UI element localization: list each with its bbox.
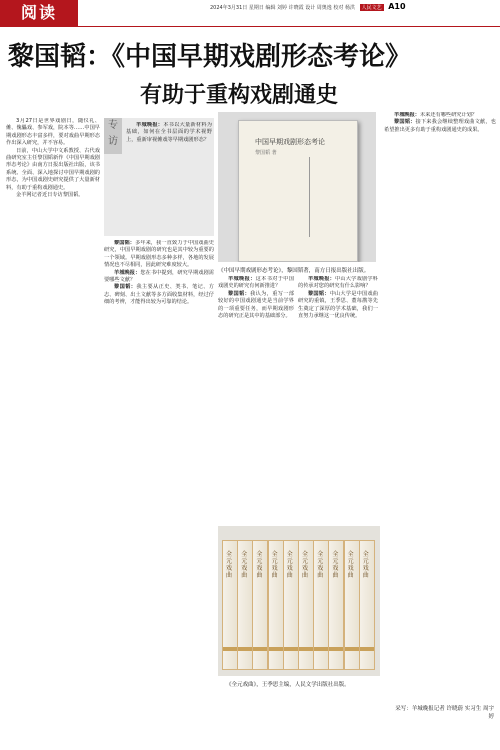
answer-label: 黎国韬： [228, 290, 251, 297]
question-label: 羊城晚报： [136, 122, 164, 128]
answer-label: 黎国韬： [394, 119, 416, 126]
spine-title: 全元戏曲 [241, 551, 248, 579]
intro-label: 专访 [104, 118, 122, 154]
spine-band [329, 647, 343, 651]
question-label: 羊城晚报： [114, 269, 141, 276]
page-number: A10 [388, 2, 406, 11]
book-spine [268, 540, 284, 670]
qa-item [126, 122, 212, 144]
set-caption: 《全元戏曲》，王季思主编，人民文学出版社出版。 [226, 682, 350, 688]
question-label: 羊城晚报： [228, 276, 256, 282]
book-spine [222, 540, 238, 670]
column-1 [6, 118, 100, 718]
byline: 采写：羊城晚报记者 许晓蔚 实习生 周宇婷 [395, 706, 494, 720]
spine-title: 全元戏曲 [347, 551, 354, 579]
column-5 [384, 112, 496, 697]
question-label: 羊城晚报： [394, 112, 420, 118]
spine-title: 全元戏曲 [271, 551, 278, 579]
question-label: 羊城晚报： [308, 276, 335, 282]
answer-text: 多年来，我一直致力于中国戏曲史研究，中国早期戏剧的研究也是其中较为重要的一个领域。早期戏剧形态多种多样，各地的发展情况也不尽相同，因此研究难度较大。 [104, 240, 214, 269]
spine-title: 全元戏曲 [302, 551, 309, 579]
book-spine [283, 540, 299, 670]
book-set-photo [218, 526, 380, 676]
answer-label: 黎国韬： [114, 240, 136, 246]
qa-item [298, 276, 378, 291]
header-rule [0, 26, 500, 27]
spine-band [345, 647, 359, 651]
qa-item [218, 276, 294, 291]
answer-label: 黎国韬： [114, 284, 137, 291]
qa-item [218, 291, 294, 321]
book-cover-title: 中国早期戏剧形态考论 [255, 138, 325, 146]
spine-band [284, 647, 298, 651]
headline-line2: 有助于重构戏剧通史 [140, 82, 339, 108]
spine-band [269, 647, 283, 651]
spine-band [314, 647, 328, 651]
answer-text: 我主要从正史、类书、笔记、方志、碑刻、出土文献等多方面收集材料，经过仔细的考辨，才能得出较为可靠的结论。 [104, 284, 214, 306]
question-text: 中山大学戏剧学科的传承对您的研究有什么影响？ [298, 276, 378, 290]
book-spine [237, 540, 253, 670]
book-caption: 《中国早期戏剧形态考论》，黎国韬著，南方日报出版社出版。 [218, 268, 370, 274]
book-spine [313, 540, 329, 670]
book-spines [222, 538, 376, 670]
qa-item [298, 291, 378, 321]
spine-title: 全元戏曲 [362, 551, 369, 579]
book-cover-photo [218, 112, 376, 262]
book-cover-author: 黎国韬 著 [255, 150, 277, 156]
book-cover-ornament [309, 157, 310, 237]
spine-title: 全元戏曲 [256, 551, 263, 579]
answer-text: 中山大学是中国戏曲研究的重镇，王季思、董每戡等先生奠定了深厚的学术基础，我们一直努力承继这一优良传统。 [298, 290, 378, 320]
spine-title: 全元戏曲 [286, 551, 293, 579]
spine-band [238, 647, 252, 651]
section-tag: 阅读 [0, 0, 78, 26]
spine-title: 全元戏曲 [332, 551, 339, 579]
column-badge: 人民文艺 [361, 5, 382, 11]
paragraph: 3月27日是世界戏剧日，随仪礼、傩、傀儡戏、参军戏，院本等……中国早期戏剧形态丰富多样，要对戏曲早期形态作出深入研究，并不容易。 [6, 118, 100, 147]
book-spine [328, 540, 344, 670]
book-cover [238, 120, 358, 262]
column-2 [126, 122, 212, 232]
book-spine [298, 540, 314, 670]
headline-line1: 黎国韬：《中国早期戏剧形态考论》 [8, 42, 412, 72]
column-4 [298, 276, 378, 521]
spine-band [299, 647, 313, 651]
qa-item [104, 240, 214, 270]
spine-title: 全元戏曲 [226, 551, 233, 579]
qa-item [384, 119, 496, 134]
book-spine [359, 540, 375, 670]
question-text: 您在书中提到，研究早期戏剧需要哪些文献？ [104, 269, 214, 284]
edition-info: 2024年3月31日 星期日 编辑 刘婷 许晓霞 设计 周奥逸 校对 杨洪 [210, 5, 355, 11]
question-text: 本书以大量新材料为基础，如何在全书层面的学术视野上，重新审视傩戏等早期戏剧形态？ [126, 122, 212, 143]
column-2-continued [104, 240, 214, 720]
page-header [0, 0, 500, 26]
book-spine [252, 540, 268, 670]
question-text: 这本书对于中国戏剧史的研究有何新推进？ [218, 276, 294, 290]
question-text: 未来还有哪些研究计划？ [419, 112, 478, 118]
answer-text: 接下来我会继续整理戏曲文献，也希望推出更多有助于重构戏剧通史的成果。 [384, 119, 496, 133]
spine-band [360, 647, 374, 651]
spine-band [253, 647, 267, 651]
paragraph: 金羊网记者近日专访黎国韬。 [16, 192, 84, 199]
spine-band [223, 647, 237, 651]
date-line [210, 2, 500, 11]
answer-text: 我认为，重写一部较好的中国戏剧通史是当前学界的一项重要任务，而早期戏剧形态的研究正是其中的基础部分。 [218, 290, 294, 320]
spine-title: 全元戏曲 [317, 551, 324, 579]
qa-item [104, 270, 214, 285]
paragraph: 日前，中山大学中文系教授、古代戏曲研究室主任黎国韬新作《中国早期戏剧形态考论》由南方日报出版社出版，该书系统、全面、深入地探讨中国早期戏剧的形态，为中国戏剧史研究提供了大量新材料，有助于重构戏剧通史。 [6, 147, 100, 191]
book-spine [344, 540, 360, 670]
answer-label: 黎国韬： [308, 290, 330, 297]
qa-item [104, 284, 214, 306]
